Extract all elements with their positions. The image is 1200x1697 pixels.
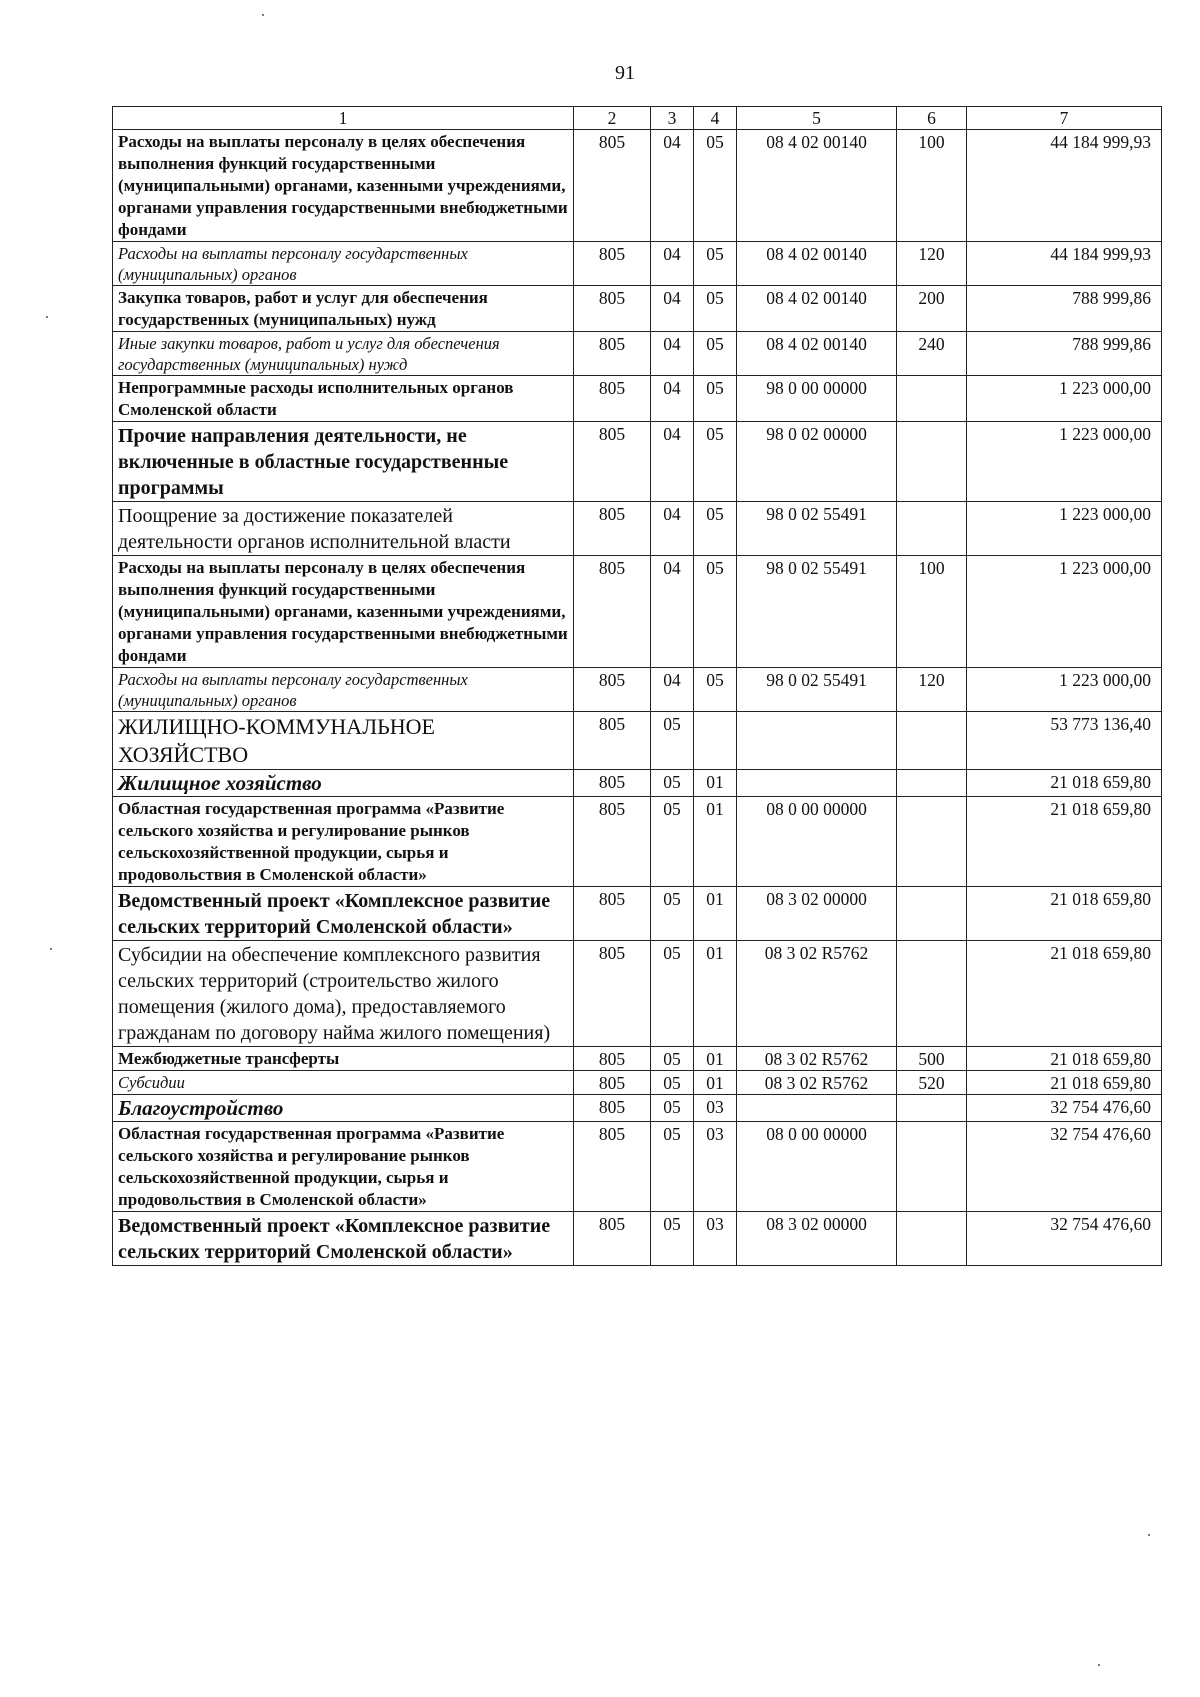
row-cell-c4: 05	[694, 242, 737, 286]
row-cell-c6	[897, 1212, 967, 1266]
row-cell-c5: 98 0 02 55491	[737, 502, 897, 556]
row-cell-c6: 120	[897, 668, 967, 712]
row-cell-c2: 805	[574, 242, 651, 286]
header-col-7: 7	[967, 107, 1162, 130]
row-cell-c3: 04	[651, 242, 694, 286]
row-cell-c6	[897, 422, 967, 502]
row-cell-c2: 805	[574, 1212, 651, 1266]
row-name-cell: Непрограммные расходы исполнительных органов Смоленской области	[113, 376, 574, 422]
row-cell-c2: 805	[574, 286, 651, 332]
row-cell-c2: 805	[574, 422, 651, 502]
row-name-cell: ЖИЛИЩНО-КОММУНАЛЬНОЕ ХОЗЯЙСТВО	[113, 712, 574, 770]
row-cell-c2: 805	[574, 712, 651, 770]
row-cell-c3: 05	[651, 1122, 694, 1212]
row-cell-c4: 05	[694, 286, 737, 332]
row-cell-c4: 03	[694, 1122, 737, 1212]
row-cell-c6: 120	[897, 242, 967, 286]
row-cell-c7: 21 018 659,80	[967, 1047, 1162, 1071]
row-cell-c2: 805	[574, 1122, 651, 1212]
page-number: 91	[615, 62, 635, 84]
scan-speck	[46, 316, 48, 318]
row-cell-c3: 04	[651, 502, 694, 556]
row-cell-c6: 200	[897, 286, 967, 332]
row-cell-c2: 805	[574, 668, 651, 712]
row-cell-c7: 21 018 659,80	[967, 770, 1162, 797]
row-cell-c5: 08 3 02 R5762	[737, 1071, 897, 1095]
header-col-6: 6	[897, 107, 967, 130]
row-name-cell: Субсидии на обеспечение комплексного развития сельских территорий (строительство жилого помещения (жилого дома), предоставляемого гражданам по договору найма жилого помещения)	[113, 941, 574, 1047]
row-cell-c4: 01	[694, 1047, 737, 1071]
scan-speck	[262, 14, 264, 16]
row-cell-c5: 98 0 00 00000	[737, 376, 897, 422]
row-name-cell: Ведомственный проект «Комплексное развитие сельских территорий Смоленской области»	[113, 1212, 574, 1266]
row-cell-c7: 32 754 476,60	[967, 1212, 1162, 1266]
row-cell-c5: 08 3 02 00000	[737, 887, 897, 941]
row-cell-c6: 100	[897, 556, 967, 668]
table-row	[113, 422, 1162, 502]
table-row	[113, 130, 1162, 242]
row-cell-c7: 21 018 659,80	[967, 1071, 1162, 1095]
row-cell-c3: 04	[651, 286, 694, 332]
row-cell-c5: 08 3 02 00000	[737, 1212, 897, 1266]
row-cell-c5: 98 0 02 55491	[737, 556, 897, 668]
row-cell-c2: 805	[574, 1095, 651, 1122]
row-cell-c5: 98 0 02 55491	[737, 668, 897, 712]
row-cell-c2: 805	[574, 1071, 651, 1095]
row-cell-c4: 01	[694, 887, 737, 941]
row-name-cell: Благоустройство	[113, 1095, 574, 1122]
row-cell-c7: 21 018 659,80	[967, 797, 1162, 887]
row-cell-c3: 05	[651, 712, 694, 770]
row-cell-c7: 1 223 000,00	[967, 502, 1162, 556]
row-name-cell: Расходы на выплаты персоналу государственных (муниципальных) органов	[113, 242, 574, 286]
row-name-cell: Расходы на выплаты персоналу государственных (муниципальных) органов	[113, 668, 574, 712]
row-cell-c4: 05	[694, 502, 737, 556]
table-row	[113, 887, 1162, 941]
row-cell-c5: 08 4 02 00140	[737, 286, 897, 332]
table-row	[113, 1212, 1162, 1266]
row-name-cell: Областная государственная программа «Развитие сельского хозяйства и регулирование рынков сельскохозяйственной продукции, сырья и продовольствия в Смоленской области»	[113, 797, 574, 887]
row-cell-c6: 100	[897, 130, 967, 242]
row-cell-c3: 04	[651, 376, 694, 422]
row-cell-c3: 04	[651, 556, 694, 668]
row-name-cell: Межбюджетные трансферты	[113, 1047, 574, 1071]
table-row	[113, 1071, 1162, 1095]
row-cell-c7: 788 999,86	[967, 286, 1162, 332]
row-cell-c5	[737, 770, 897, 797]
row-cell-c2: 805	[574, 376, 651, 422]
row-name-cell: Ведомственный проект «Комплексное развитие сельских территорий Смоленской области»	[113, 887, 574, 941]
table-row	[113, 556, 1162, 668]
table-row	[113, 770, 1162, 797]
row-cell-c2: 805	[574, 941, 651, 1047]
row-cell-c7: 32 754 476,60	[967, 1122, 1162, 1212]
row-name-cell: Расходы на выплаты персоналу в целях обеспечения выполнения функций государственными (муниципальными) органами, казенными учреждениями, органами управления государственными внебюджетными фондами	[113, 130, 574, 242]
row-cell-c4: 05	[694, 422, 737, 502]
row-cell-c7: 1 223 000,00	[967, 556, 1162, 668]
row-cell-c3: 05	[651, 1095, 694, 1122]
row-cell-c5: 08 4 02 00140	[737, 332, 897, 376]
row-cell-c6	[897, 712, 967, 770]
row-name-cell: Расходы на выплаты персоналу в целях обеспечения выполнения функций государственными (муниципальными) органами, казенными учреждениями, органами управления государственными внебюджетными фондами	[113, 556, 574, 668]
row-cell-c7: 1 223 000,00	[967, 376, 1162, 422]
row-name-cell: Иные закупки товаров, работ и услуг для обеспечения государственных (муниципальных) нужд	[113, 332, 574, 376]
row-cell-c5	[737, 1095, 897, 1122]
row-cell-c5: 08 4 02 00140	[737, 242, 897, 286]
row-cell-c2: 805	[574, 887, 651, 941]
row-cell-c3: 04	[651, 332, 694, 376]
row-cell-c3: 05	[651, 941, 694, 1047]
table-row	[113, 502, 1162, 556]
row-name-cell: Прочие направления деятельности, не включенные в областные государственные программы	[113, 422, 574, 502]
budget-table	[112, 106, 1162, 1266]
table-row	[113, 797, 1162, 887]
table-row	[113, 1047, 1162, 1071]
row-cell-c4: 05	[694, 556, 737, 668]
header-row	[113, 107, 1162, 130]
row-cell-c3: 04	[651, 130, 694, 242]
row-cell-c6	[897, 376, 967, 422]
row-cell-c7: 44 184 999,93	[967, 242, 1162, 286]
row-cell-c4: 01	[694, 1071, 737, 1095]
row-name-cell: Областная государственная программа «Развитие сельского хозяйства и регулирование рынков сельскохозяйственной продукции, сырья и продовольствия в Смоленской области»	[113, 1122, 574, 1212]
row-cell-c6	[897, 797, 967, 887]
row-cell-c3: 04	[651, 668, 694, 712]
row-cell-c3: 04	[651, 422, 694, 502]
table-row	[113, 332, 1162, 376]
row-cell-c6: 240	[897, 332, 967, 376]
row-cell-c3: 05	[651, 1071, 694, 1095]
row-cell-c7: 21 018 659,80	[967, 941, 1162, 1047]
row-cell-c2: 805	[574, 130, 651, 242]
row-cell-c6: 520	[897, 1071, 967, 1095]
row-cell-c3: 05	[651, 797, 694, 887]
row-name-cell: Закупка товаров, работ и услуг для обеспечения государственных (муниципальных) нужд	[113, 286, 574, 332]
row-cell-c4	[694, 712, 737, 770]
row-cell-c5: 98 0 02 00000	[737, 422, 897, 502]
row-name-cell: Поощрение за достижение показателей деятельности органов исполнительной власти	[113, 502, 574, 556]
table-row	[113, 1095, 1162, 1122]
row-cell-c4: 01	[694, 770, 737, 797]
row-cell-c7: 21 018 659,80	[967, 887, 1162, 941]
row-cell-c2: 805	[574, 332, 651, 376]
row-cell-c4: 05	[694, 130, 737, 242]
row-cell-c6: 500	[897, 1047, 967, 1071]
header-col-1: 1	[113, 107, 574, 130]
table-row	[113, 712, 1162, 770]
row-cell-c4: 03	[694, 1212, 737, 1266]
header-col-4: 4	[694, 107, 737, 130]
table-row	[113, 286, 1162, 332]
row-cell-c5: 08 3 02 R5762	[737, 1047, 897, 1071]
scan-speck	[1098, 1664, 1100, 1666]
table-row	[113, 1122, 1162, 1212]
row-cell-c3: 05	[651, 770, 694, 797]
row-cell-c2: 805	[574, 1047, 651, 1071]
row-name-cell: Жилищное хозяйство	[113, 770, 574, 797]
row-cell-c5: 08 4 02 00140	[737, 130, 897, 242]
scan-speck	[50, 948, 52, 950]
row-cell-c6	[897, 502, 967, 556]
row-cell-c7: 44 184 999,93	[967, 130, 1162, 242]
scan-speck	[1148, 1534, 1150, 1536]
row-cell-c5: 08 0 00 00000	[737, 1122, 897, 1212]
row-cell-c4: 05	[694, 668, 737, 712]
row-cell-c7: 788 999,86	[967, 332, 1162, 376]
row-cell-c3: 05	[651, 1212, 694, 1266]
header-col-5: 5	[737, 107, 897, 130]
row-cell-c6	[897, 1095, 967, 1122]
row-cell-c4: 05	[694, 332, 737, 376]
row-cell-c6	[897, 941, 967, 1047]
row-cell-c4: 05	[694, 376, 737, 422]
row-cell-c6	[897, 770, 967, 797]
row-cell-c7: 1 223 000,00	[967, 422, 1162, 502]
row-cell-c2: 805	[574, 770, 651, 797]
row-cell-c6	[897, 887, 967, 941]
row-cell-c4: 03	[694, 1095, 737, 1122]
row-name-cell: Субсидии	[113, 1071, 574, 1095]
row-cell-c5: 08 3 02 R5762	[737, 941, 897, 1047]
row-cell-c3: 05	[651, 1047, 694, 1071]
row-cell-c5	[737, 712, 897, 770]
table-row	[113, 941, 1162, 1047]
row-cell-c4: 01	[694, 797, 737, 887]
row-cell-c5: 08 0 00 00000	[737, 797, 897, 887]
table-row	[113, 668, 1162, 712]
header-col-3: 3	[651, 107, 694, 130]
row-cell-c7: 32 754 476,60	[967, 1095, 1162, 1122]
row-cell-c7: 1 223 000,00	[967, 668, 1162, 712]
row-cell-c2: 805	[574, 502, 651, 556]
table-row	[113, 242, 1162, 286]
row-cell-c2: 805	[574, 797, 651, 887]
table-row	[113, 376, 1162, 422]
header-col-2: 2	[574, 107, 651, 130]
row-cell-c6	[897, 1122, 967, 1212]
row-cell-c2: 805	[574, 556, 651, 668]
row-cell-c4: 01	[694, 941, 737, 1047]
row-cell-c7: 53 773 136,40	[967, 712, 1162, 770]
row-cell-c3: 05	[651, 887, 694, 941]
